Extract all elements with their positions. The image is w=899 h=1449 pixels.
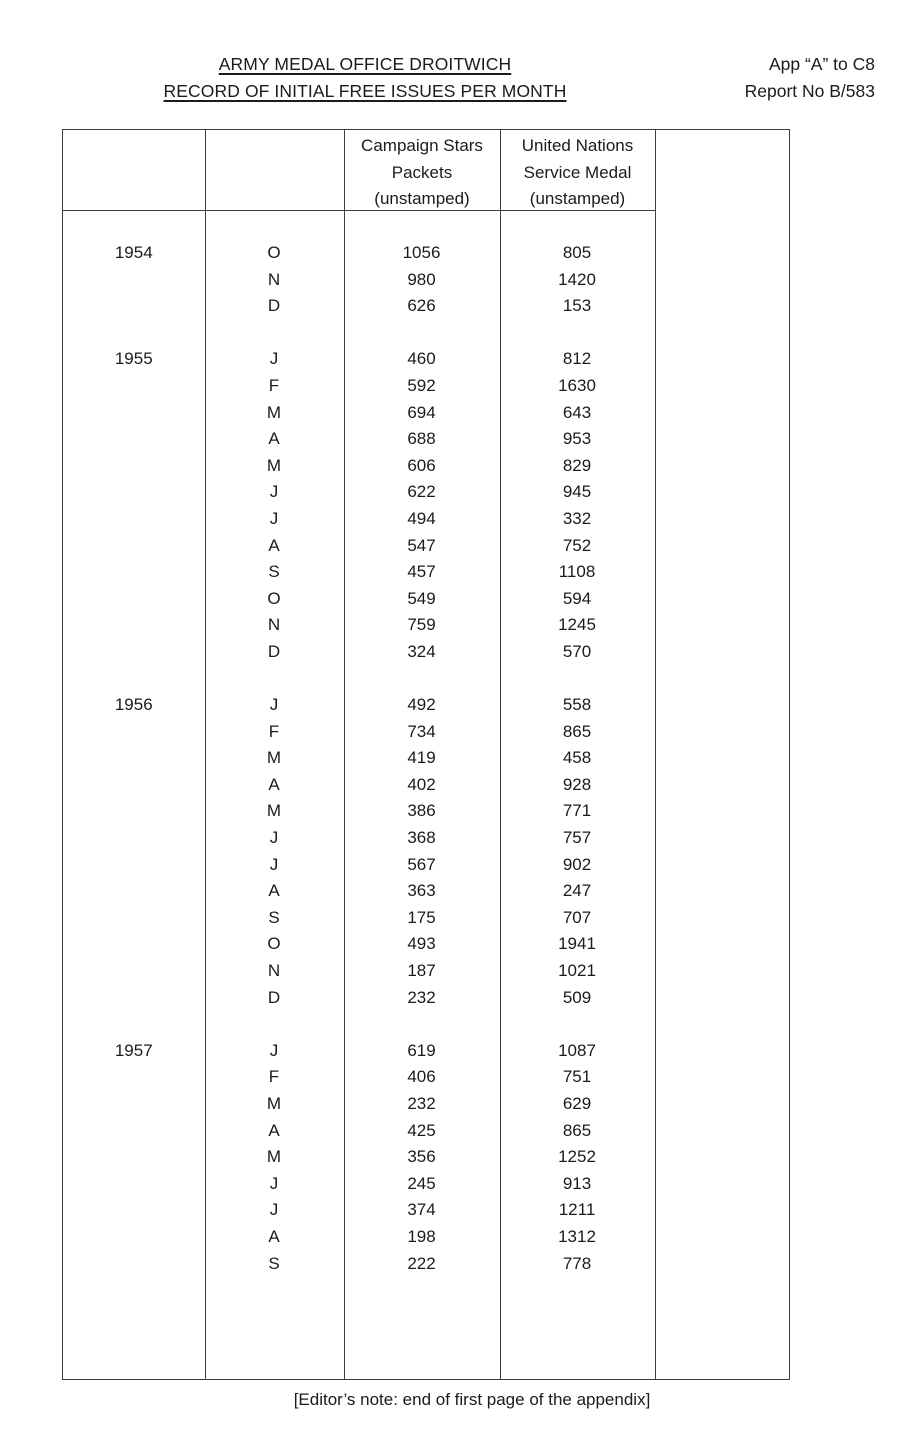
table-row — [63, 745, 791, 772]
spare-cell — [655, 931, 790, 958]
un-medal-value: 953 — [562, 429, 592, 449]
month-cell: A — [268, 429, 280, 449]
spare-cell — [655, 267, 790, 294]
un-medal-value: 1420 — [558, 269, 596, 289]
table-row — [63, 931, 791, 958]
campaign-stars-value: 386 — [407, 801, 436, 821]
editor-note: [Editor’s note: end of first page of the appendix] — [293, 1390, 651, 1409]
year-cell — [63, 1224, 205, 1251]
spare-cell — [655, 639, 790, 666]
month-cell: F — [268, 721, 280, 741]
year-cell — [63, 772, 205, 799]
table-row — [63, 719, 791, 746]
month-cell: A — [268, 1120, 280, 1140]
spare-cell — [655, 1171, 790, 1198]
campaign-stars-value: 547 — [407, 535, 436, 555]
document-title — [0, 51, 730, 105]
year-cell: 1955 — [114, 349, 153, 369]
year-cell — [63, 586, 205, 613]
un-medal-value: 458 — [562, 748, 592, 768]
table-row — [63, 559, 791, 586]
spare-cell — [655, 586, 790, 613]
spare-cell — [655, 878, 790, 905]
campaign-stars-value: 363 — [407, 881, 436, 901]
year-cell — [63, 533, 205, 560]
campaign-stars-value: 626 — [407, 296, 436, 316]
campaign-stars-value: 549 — [407, 588, 436, 608]
year-cell — [63, 1251, 205, 1278]
table-row — [63, 373, 791, 400]
un-medal-value: 945 — [562, 482, 592, 502]
month-cell: A — [268, 535, 280, 555]
un-medal-value: 643 — [562, 402, 592, 422]
month-cell: O — [267, 588, 281, 608]
spare-cell — [655, 1224, 790, 1251]
campaign-stars-value: 759 — [407, 615, 436, 635]
table-row — [63, 772, 791, 799]
year-cell — [63, 958, 205, 985]
spare-cell — [655, 825, 790, 852]
year-cell — [63, 612, 205, 639]
table-row — [63, 586, 791, 613]
campaign-stars-value: 622 — [407, 482, 436, 502]
month-cell: M — [266, 748, 282, 768]
year-cell: 1954 — [114, 243, 153, 262]
campaign-stars-value: 619 — [407, 1040, 436, 1060]
campaign-stars-value: 606 — [407, 455, 436, 475]
campaign-stars-value: 457 — [407, 562, 436, 582]
campaign-stars-value: 494 — [407, 508, 436, 528]
month-cell: D — [267, 296, 281, 316]
un-medal-value: 1245 — [558, 615, 596, 635]
un-medal-value: 1021 — [558, 961, 596, 981]
column-header-line: Packets — [391, 162, 453, 182]
table-row — [63, 852, 791, 879]
spare-cell — [655, 985, 790, 1012]
campaign-stars-value: 493 — [407, 934, 436, 954]
table-row — [63, 639, 791, 666]
year-cell — [63, 479, 205, 506]
table-row — [63, 958, 791, 985]
table-body — [63, 211, 791, 1277]
month-cell: O — [267, 243, 281, 262]
campaign-stars-value: 324 — [407, 641, 436, 661]
spare-cell — [655, 293, 790, 320]
un-medal-value: 247 — [562, 881, 592, 901]
campaign-stars-value: 374 — [407, 1200, 436, 1220]
year-cell: 1956 — [114, 695, 153, 715]
spare-cell — [655, 745, 790, 772]
campaign-stars-value: 734 — [407, 721, 436, 741]
spare-cell — [655, 1064, 790, 1091]
table-row — [63, 985, 791, 1012]
year-cell — [63, 745, 205, 772]
year-cell — [63, 1171, 205, 1198]
spare-cell — [655, 772, 790, 799]
spare-cell — [655, 1251, 790, 1278]
month-cell: S — [268, 562, 280, 582]
campaign-stars-value: 492 — [407, 695, 436, 715]
spare-cell — [655, 798, 790, 825]
spare-cell — [655, 852, 790, 879]
table-row — [63, 426, 791, 453]
campaign-stars-value: 222 — [407, 1253, 436, 1273]
year-cell — [63, 506, 205, 533]
campaign-stars-value: 694 — [407, 402, 436, 422]
un-medal-value: 752 — [562, 535, 592, 555]
year-cell — [63, 1197, 205, 1224]
spare-cell — [655, 1118, 790, 1145]
month-cell: S — [268, 907, 280, 927]
un-medal-value: 1941 — [558, 934, 596, 954]
spare-cell — [655, 426, 790, 453]
month-cell: M — [266, 455, 282, 475]
table-row — [63, 1091, 791, 1118]
un-medal-value: 812 — [562, 349, 592, 369]
blank-row — [63, 666, 791, 693]
campaign-stars-value: 402 — [407, 774, 436, 794]
title-line-1: ARMY MEDAL OFFICE DROITWICH — [218, 54, 512, 74]
table-row — [63, 798, 791, 825]
table-row — [63, 692, 791, 719]
un-medal-value: 558 — [562, 695, 592, 715]
spare-cell — [655, 958, 790, 985]
un-medal-value: 913 — [562, 1173, 592, 1193]
un-medal-value: 629 — [562, 1094, 592, 1113]
table-row — [63, 878, 791, 905]
month-cell: O — [267, 934, 281, 954]
table-row — [63, 612, 791, 639]
issues-table — [62, 129, 790, 1380]
spare-cell — [655, 453, 790, 480]
month-cell: N — [267, 615, 281, 635]
spare-cell — [655, 559, 790, 586]
year-cell — [63, 1064, 205, 1091]
campaign-stars-value: 419 — [407, 748, 436, 768]
un-medal-value: 594 — [562, 588, 592, 608]
month-cell: A — [268, 881, 280, 901]
blank-row — [63, 320, 791, 347]
month-cell: J — [269, 1040, 279, 1060]
table-row — [63, 267, 791, 294]
table-row — [63, 905, 791, 932]
table-row — [63, 1038, 791, 1065]
campaign-stars-value: 1056 — [402, 243, 441, 262]
campaign-stars-value: 232 — [407, 1094, 436, 1113]
table-row — [63, 1251, 791, 1278]
table-row — [63, 453, 791, 480]
campaign-stars-value: 406 — [407, 1067, 436, 1087]
un-medal-value: 928 — [562, 774, 592, 794]
appendix-reference: App “A” to C8 — [768, 54, 875, 74]
month-cell: F — [268, 1067, 280, 1087]
spare-cell — [655, 479, 790, 506]
spare-cell — [655, 506, 790, 533]
year-cell — [63, 852, 205, 879]
un-medal-value: 153 — [562, 296, 592, 316]
year-cell — [63, 400, 205, 427]
year-cell: 1957 — [114, 1040, 153, 1060]
month-cell: N — [267, 269, 281, 289]
month-cell: D — [267, 987, 281, 1007]
month-cell: M — [266, 801, 282, 821]
month-cell: M — [266, 1094, 282, 1113]
un-medal-value: 509 — [562, 987, 592, 1007]
year-cell — [63, 373, 205, 400]
campaign-stars-value: 688 — [407, 429, 436, 449]
reference-block — [745, 51, 875, 105]
spare-cell — [655, 346, 790, 373]
un-medal-value: 757 — [562, 828, 592, 848]
spare-cell — [655, 905, 790, 932]
table-row — [63, 1144, 791, 1171]
spare-cell — [655, 612, 790, 639]
campaign-stars-value: 198 — [407, 1226, 436, 1246]
blank-row — [63, 1011, 791, 1038]
year-cell — [63, 905, 205, 932]
un-medal-value: 778 — [562, 1253, 592, 1273]
un-medal-value: 707 — [562, 907, 592, 927]
year-cell — [63, 639, 205, 666]
spare-cell — [655, 692, 790, 719]
un-medal-value: 771 — [562, 801, 592, 821]
year-cell — [63, 453, 205, 480]
column-header-line: United Nations — [521, 136, 634, 155]
year-cell — [63, 267, 205, 294]
month-cell: D — [267, 641, 281, 661]
column-header-line: Campaign Stars — [361, 136, 483, 155]
spare-cell — [655, 1144, 790, 1171]
month-cell: J — [269, 508, 279, 528]
month-cell: A — [268, 1226, 280, 1246]
un-medal-value: 1211 — [558, 1200, 596, 1220]
year-cell — [63, 559, 205, 586]
un-medal-value: 1630 — [558, 375, 596, 395]
campaign-stars-value: 187 — [407, 961, 436, 981]
campaign-stars-value: 356 — [407, 1147, 436, 1167]
campaign-stars-value: 592 — [407, 375, 436, 395]
column-header-line: (unstamped) — [374, 189, 470, 208]
month-cell: J — [269, 854, 279, 874]
spare-cell — [655, 1197, 790, 1224]
table-row — [63, 1118, 791, 1145]
table-row — [63, 1224, 791, 1251]
un-medal-value: 1087 — [558, 1040, 596, 1060]
campaign-stars-value: 245 — [407, 1173, 436, 1193]
un-medal-value: 865 — [562, 1120, 592, 1140]
table-row — [63, 400, 791, 427]
title-line-2: RECORD OF INITIAL FREE ISSUES PER MONTH — [163, 81, 567, 101]
un-medal-value: 829 — [562, 455, 592, 475]
spare-cell — [655, 719, 790, 746]
month-cell: J — [269, 482, 279, 502]
month-cell: J — [269, 1200, 279, 1220]
campaign-stars-value: 368 — [407, 828, 436, 848]
column-header-line: Service Medal — [523, 162, 632, 182]
un-medal-value: 1312 — [558, 1226, 596, 1246]
campaign-stars-value: 175 — [407, 907, 436, 927]
month-cell: M — [266, 1147, 282, 1167]
campaign-stars-value: 232 — [407, 987, 436, 1007]
year-cell — [63, 878, 205, 905]
year-cell — [63, 1144, 205, 1171]
campaign-stars-value: 425 — [407, 1120, 436, 1140]
spare-cell — [655, 533, 790, 560]
month-cell: M — [266, 402, 282, 422]
month-cell: J — [269, 349, 279, 369]
table-row — [63, 1197, 791, 1224]
year-cell — [63, 1118, 205, 1145]
month-cell: J — [269, 828, 279, 848]
table-row — [63, 240, 791, 267]
column-header-un-service-medal — [500, 133, 655, 213]
campaign-stars-value: 980 — [407, 269, 436, 289]
campaign-stars-value: 460 — [407, 349, 436, 369]
year-cell — [63, 798, 205, 825]
un-medal-value: 902 — [562, 854, 592, 874]
table-row — [63, 346, 791, 373]
table-row — [63, 293, 791, 320]
table-row — [63, 825, 791, 852]
month-cell: F — [268, 375, 280, 395]
month-cell: A — [268, 774, 280, 794]
year-cell — [63, 931, 205, 958]
year-cell — [63, 825, 205, 852]
un-medal-value: 751 — [562, 1067, 592, 1087]
table-row — [63, 506, 791, 533]
table-row — [63, 1064, 791, 1091]
spare-cell — [655, 373, 790, 400]
un-medal-value: 865 — [562, 721, 592, 741]
table-row — [63, 479, 791, 506]
un-medal-value: 1108 — [558, 562, 596, 582]
campaign-stars-value: 567 — [407, 854, 436, 874]
month-cell: S — [268, 1253, 280, 1273]
un-medal-value: 332 — [562, 508, 592, 528]
report-number: Report No B/583 — [744, 81, 875, 101]
month-cell: J — [269, 695, 279, 715]
year-cell — [63, 426, 205, 453]
month-cell: J — [269, 1173, 279, 1193]
table-row — [63, 1171, 791, 1198]
spare-cell — [655, 400, 790, 427]
un-medal-value: 805 — [562, 243, 592, 262]
year-cell — [63, 293, 205, 320]
un-medal-value: 1252 — [558, 1147, 596, 1167]
column-header-campaign-stars — [344, 133, 500, 213]
month-cell: N — [267, 961, 281, 981]
table-row — [63, 533, 791, 560]
year-cell — [63, 985, 205, 1012]
column-header-line: (unstamped) — [529, 189, 626, 208]
spare-cell — [655, 1091, 790, 1118]
year-cell — [63, 719, 205, 746]
spare-cell — [655, 1038, 790, 1065]
spare-cell — [655, 240, 790, 267]
year-cell — [63, 1091, 205, 1118]
un-medal-value: 570 — [562, 641, 592, 661]
